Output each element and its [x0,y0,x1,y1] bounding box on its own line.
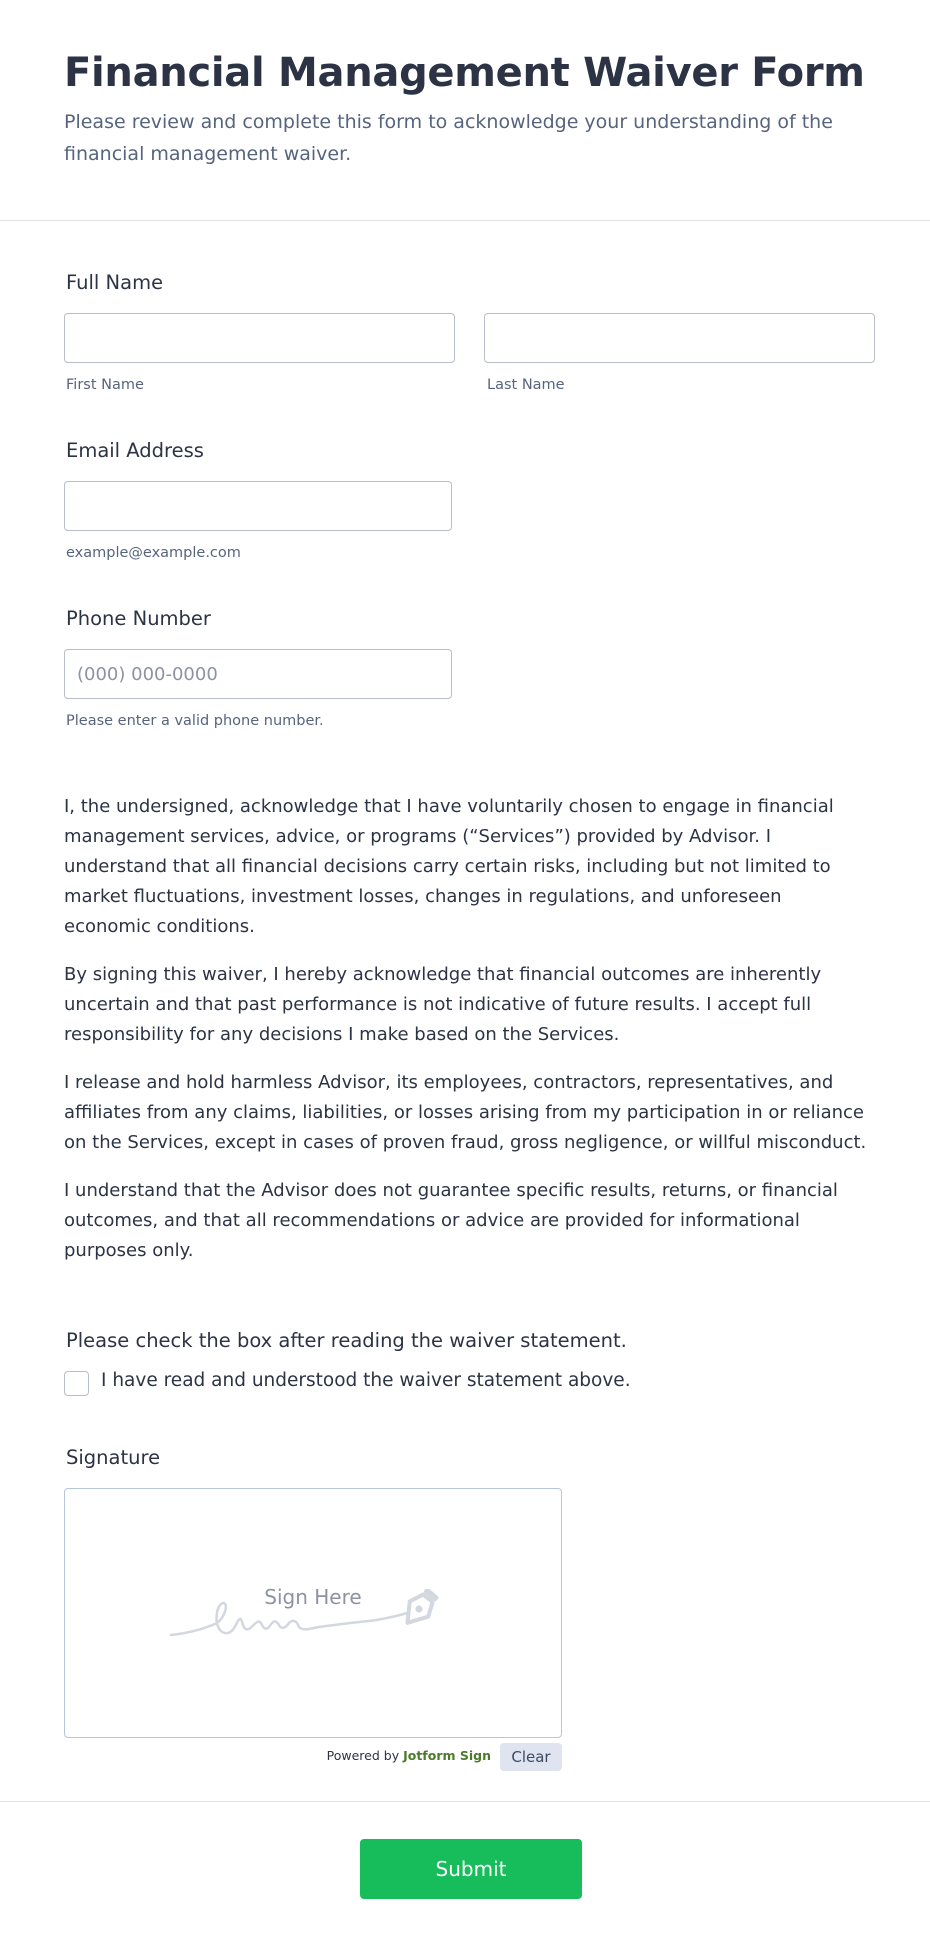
form-title: Financial Management Waiver Form [64,50,865,96]
last-name-input[interactable] [484,313,875,363]
first-name-sublabel: First Name [66,377,144,393]
form-subtitle: Please review and complete this form to acknowledge your understanding of the financial management waiver. [64,111,833,165]
sign-here-prompt: Sign Here [264,1585,362,1609]
phone-sublabel: Please enter a valid phone number. [66,713,324,729]
submit-button[interactable]: Submit [360,1839,582,1899]
full-name-label: Full Name [66,271,164,294]
form-header [0,0,930,221]
waiver-paragraph: By signing this waiver, I hereby acknowledge that financial outcomes are inherently uncertain and that past performance is not indicative of future results. I accept full responsibility for any decisions I make based on the Services. [64,964,822,1045]
acknowledge-checkbox[interactable] [64,1371,89,1396]
last-name-sublabel: Last Name [487,377,565,393]
signature-pad[interactable] [64,1488,562,1738]
waiver-paragraph: I, the undersigned, acknowledge that I have voluntarily chosen to engage in financial management services, advice, or programs (“Services”) provided by Advisor. I understand that all financial decisions carry certain risks, including but not limited to market fluctuations, investment losses, changes in regulations, and unforeseen economic conditions. [64,796,834,937]
email-sublabel: example@example.com [66,545,241,561]
powered-by-text [300,1748,491,1763]
first-name-input[interactable] [64,313,455,363]
waiver-paragraph: I release and hold harmless Advisor, its employees, contractors, representatives, and affiliates from any claims, liabilities, or losses arising from my participation in or reliance on the Services, except in cases of proven fraud, gross negligence, or willful misconduct. [64,1072,867,1153]
acknowledge-option-label[interactable]: I have read and understood the waiver statement above. [101,1370,631,1391]
signature-label: Signature [66,1446,161,1469]
email-input[interactable] [64,481,452,531]
email-label: Email Address [66,439,204,462]
waiver-paragraph: I understand that the Advisor does not guarantee specific results, returns, or financial outcomes, and that all recommendations or advice are provided for informational purposes only. [64,1180,838,1261]
jotform-sign-link[interactable]: Jotform Sign [403,1748,491,1763]
powered-by-prefix: Powered by [326,1748,404,1763]
acknowledge-label: Please check the box after reading the waiver statement. [66,1329,627,1352]
phone-label: Phone Number [66,607,211,630]
clear-signature-button[interactable]: Clear [500,1743,562,1771]
phone-input[interactable] [64,649,452,699]
footer-divider [0,1801,930,1802]
waiver-statement [64,792,870,1284]
